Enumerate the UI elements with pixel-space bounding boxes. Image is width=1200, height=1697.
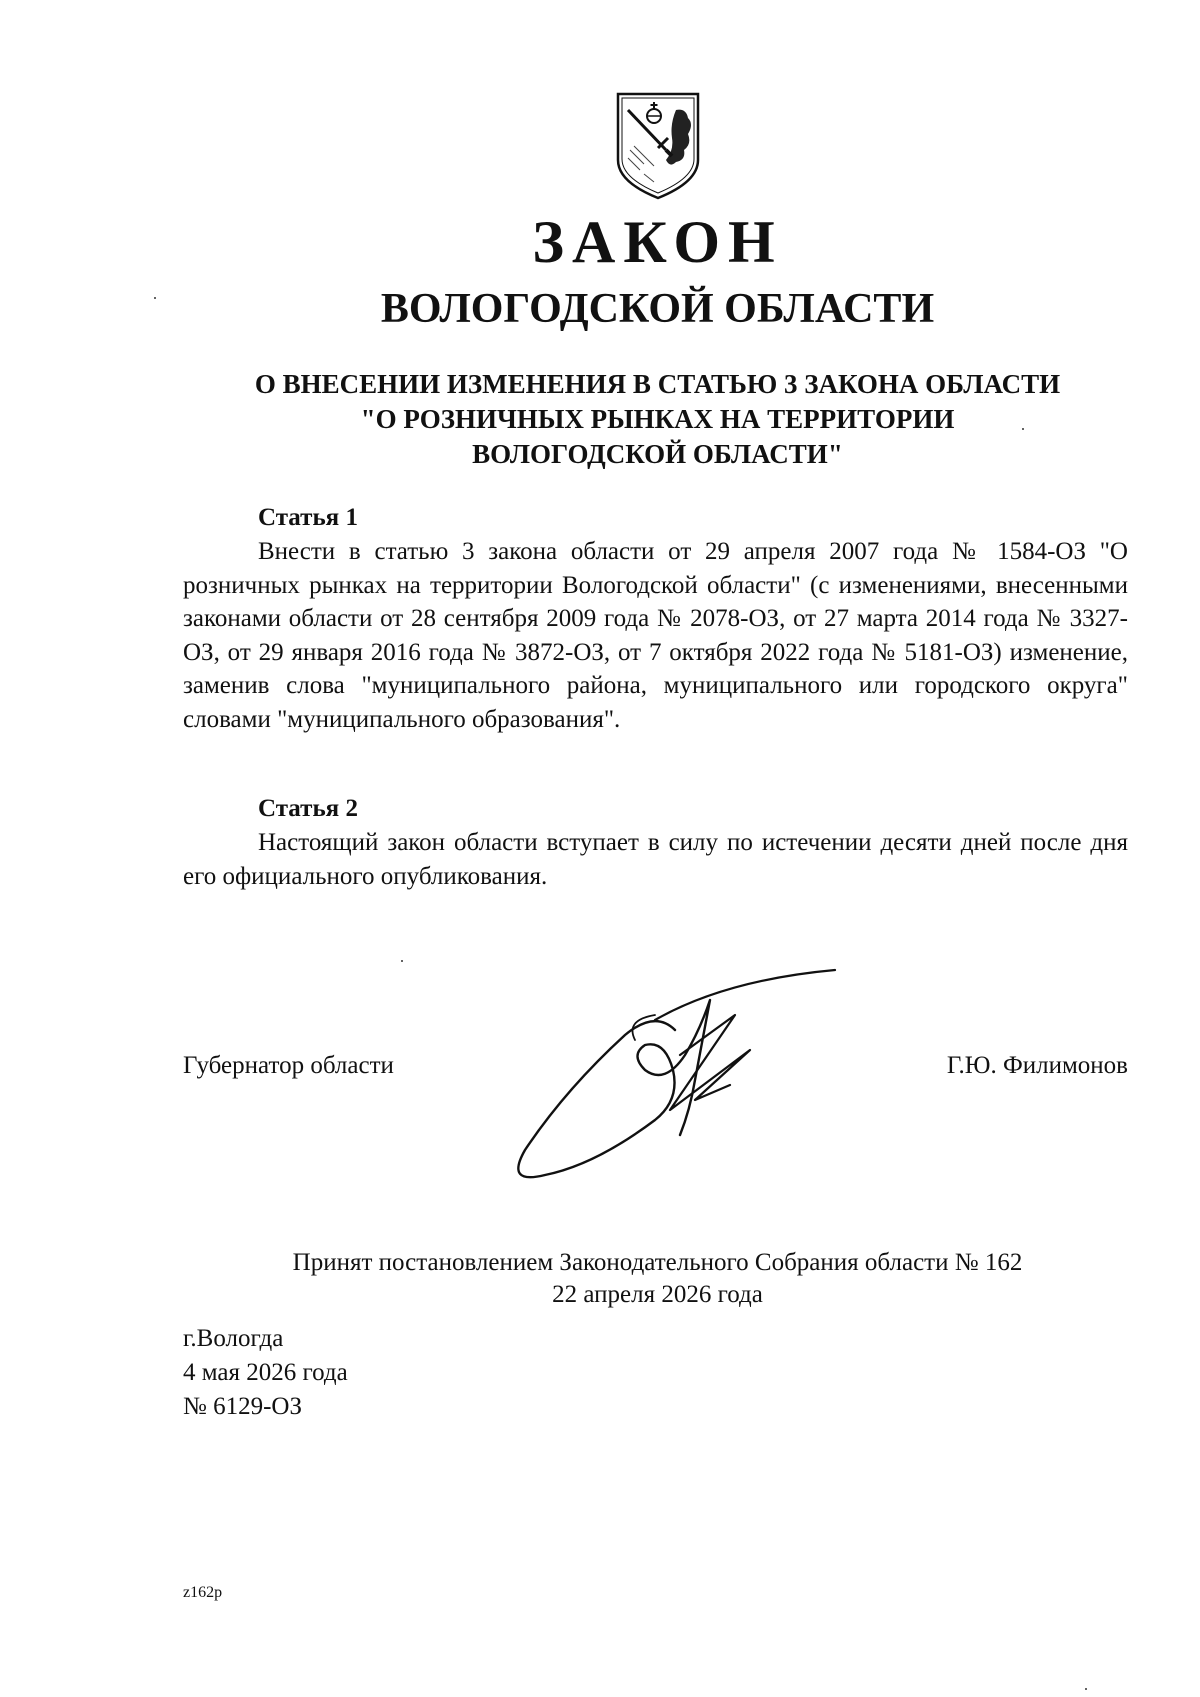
place-date-number: [183, 1322, 348, 1424]
law-heading: ЗАКОН: [532, 209, 783, 275]
law-title-line: "О РОЗНИЧНЫХ РЫНКАХ НА ТЕРРИТОРИИ: [360, 404, 955, 434]
adoption-date: 22 апреля 2026 года: [552, 1281, 763, 1308]
article-2-text: Настоящий закон области вступает в силу по истечении десяти дней после дня его официального опубликования.: [183, 829, 1128, 890]
article-1-heading: Статья 1: [258, 504, 358, 531]
law-number: № 6129-ОЗ: [183, 1393, 303, 1420]
region-heading: ВОЛОГОДСКОЙ ОБЛАСТИ: [380, 286, 935, 332]
signing-date: 4 мая 2026 года: [183, 1359, 348, 1386]
law-title-line: О ВНЕСЕНИИ ИЗМЕНЕНИЯ В СТАТЬЮ 3 ЗАКОНА ОБЛАСТИ: [254, 369, 1061, 399]
city: г.Вологда: [183, 1325, 284, 1352]
adoption-note: [190, 1247, 1125, 1311]
scan-speck: [1022, 428, 1024, 430]
scan-speck: [401, 960, 403, 962]
scan-speck: [154, 297, 156, 299]
governor-signature: [505, 960, 845, 1190]
adoption-line: Принят постановлением Законодательного Собрания области № 162: [292, 1249, 1023, 1276]
scan-speck: [1085, 1688, 1087, 1690]
law-title: [190, 367, 1125, 472]
law-title-line: ВОЛОГОДСКОЙ ОБЛАСТИ": [472, 439, 843, 469]
vologda-coat-of-arms-icon: [614, 90, 702, 202]
governor-name: Г.Ю. Филимонов: [946, 1052, 1128, 1079]
governor-position-label: Губернатор области: [183, 1052, 394, 1079]
document-code: z162p: [183, 1584, 223, 1601]
article-2-heading: Статья 2: [258, 795, 358, 822]
article-1-text: Внести в статью 3 закона области от 29 апреля 2007 года № 1584-ОЗ "О розничных рынках на территории Вологодской области" (с изменениями, внесенными законами области от 28 сентября 2009 года № 2078-ОЗ, от 27 марта 2014 года № 3327-ОЗ, от 29 января 2016 года № 3872-ОЗ, от 7 октября 2022 года № 5181-ОЗ) изменение, заменив слова "муниципального района, муниципального или городского округа" словами "муниципального образования".: [183, 538, 1128, 733]
